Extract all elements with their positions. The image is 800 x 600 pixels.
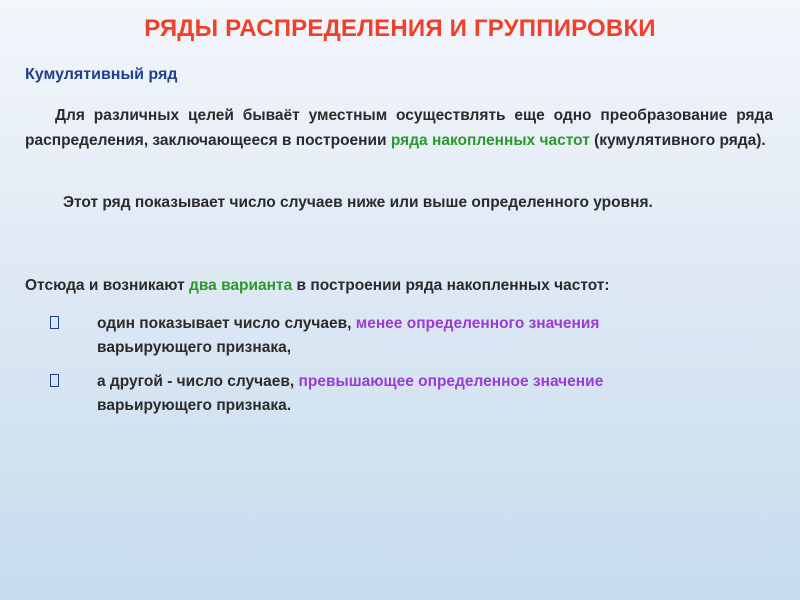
paragraph-variants-tail: в построении ряда накопленных частот: — [292, 277, 610, 294]
paragraph-intro-text: Для различных целей бываёт уместным осуществлять еще одно преобразование ряда распределения, заключающееся в построении — [25, 107, 773, 149]
list-item — [50, 370, 690, 418]
section-subtitle: Кумулятивный ряд — [25, 66, 178, 83]
list-item-text-start: а другой - число случаев, — [97, 373, 299, 390]
paragraph-variants-text: Отсюда и возникают — [25, 277, 190, 294]
list-item-text-start: один показывает число случаев, — [97, 315, 356, 332]
bullet-box-icon — [50, 374, 59, 387]
list-item-text-end: варьирующего признака. — [97, 397, 292, 414]
paragraph-intro-highlight: ряда накопленных частот — [390, 132, 590, 149]
paragraph-intro — [25, 103, 773, 153]
list-item-text — [97, 370, 690, 418]
list-item — [50, 312, 690, 360]
list-item-highlight: менее определенного значения — [355, 315, 600, 332]
list-item-text — [97, 312, 690, 360]
slide-title: РЯДЫ РАСПРЕДЕЛЕНИЯ И ГРУППИРОВКИ — [144, 15, 656, 42]
list-item-highlight: превышающее определенное значение — [298, 373, 604, 390]
list-item-text-end: варьирующего признака, — [97, 339, 292, 356]
paragraph-variants — [25, 273, 785, 298]
paragraph-intro-tail: (кумулятивного ряда). — [589, 132, 766, 149]
paragraph-definition: Этот ряд показывает число случаев ниже или выше определенного уровня. — [63, 194, 653, 211]
bullet-box-icon — [50, 316, 59, 329]
paragraph-variants-highlight: два варианта — [189, 277, 293, 294]
